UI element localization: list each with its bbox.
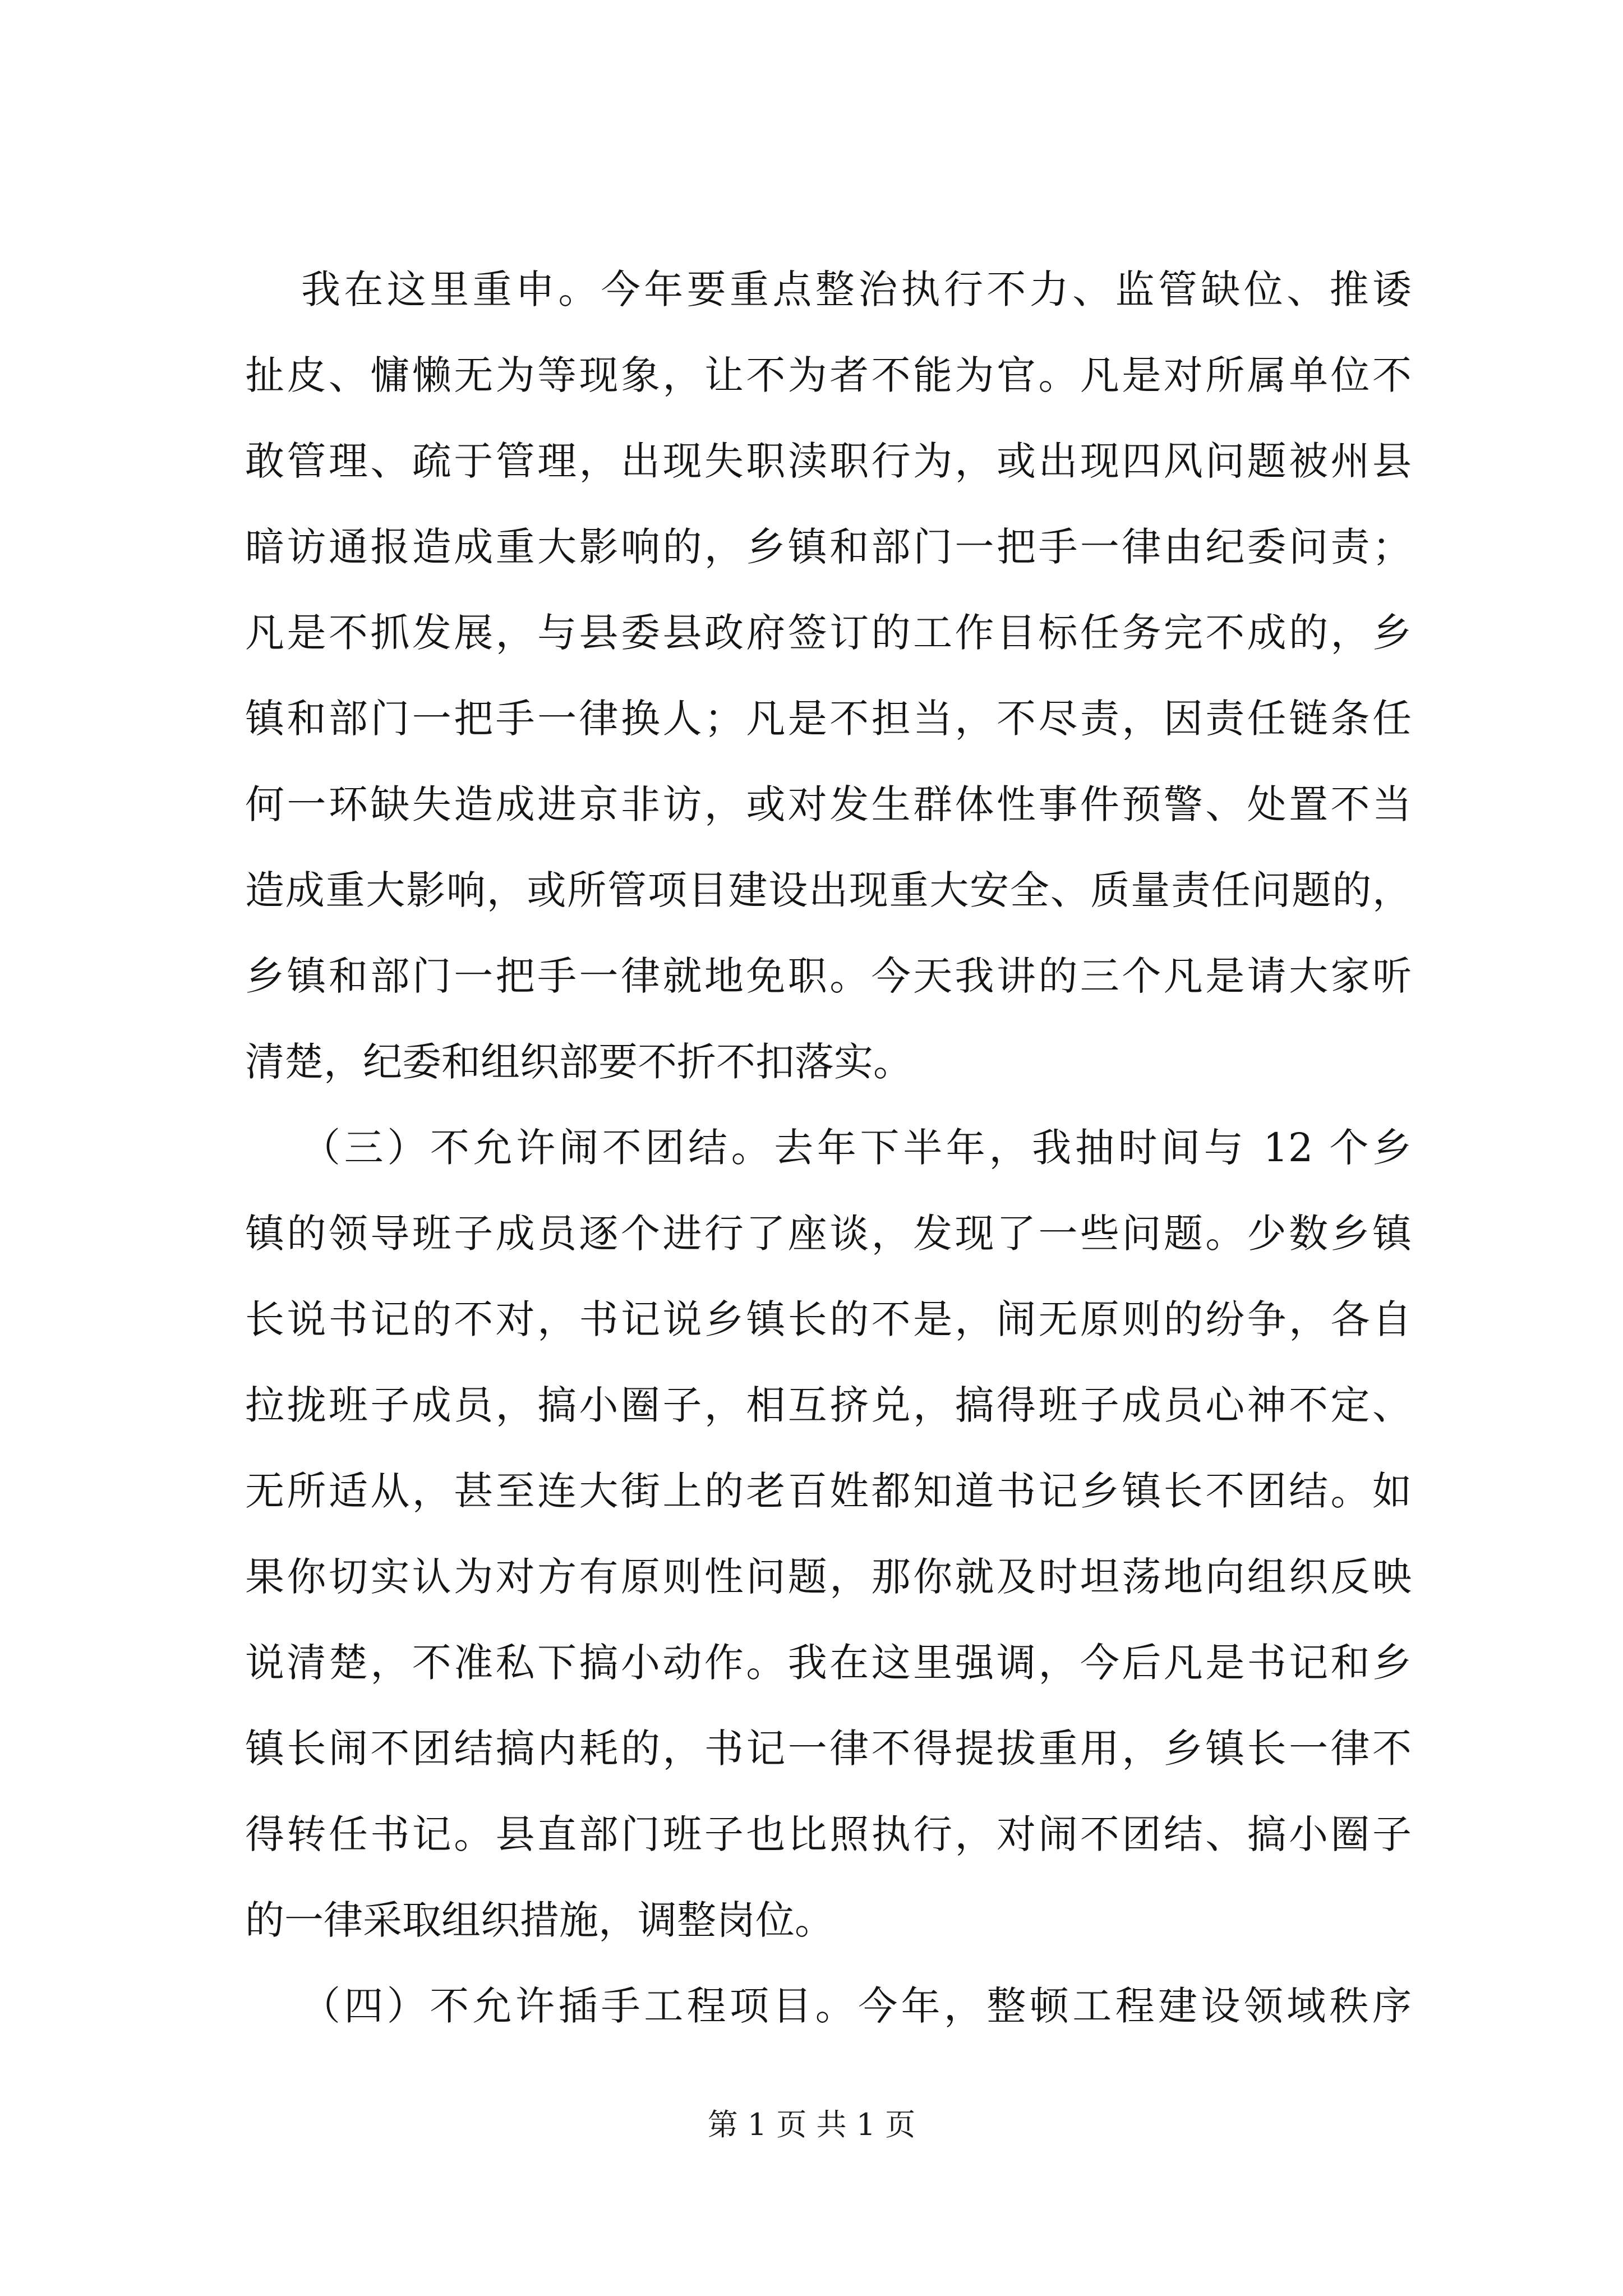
paragraph-line: 敢管理、疏于管理，出现失职渎职行为，或出现四风问题被州县	[245, 438, 1412, 484]
paragraph-line: 我在这里重申。今年要重点整治执行不力、监管缺位、推诿	[301, 266, 1412, 312]
paragraph-line: 何一环缺失造成进京非访，或对发生群体性事件预警、处置不当	[245, 781, 1412, 827]
paragraph-line: 乡镇和部门一把手一律就地免职。今天我讲的三个凡是请大家听	[245, 953, 1412, 999]
paragraph-line: 无所适从，甚至连大街上的老百姓都知道书记乡镇长不团结。如	[245, 1468, 1412, 1514]
paragraph-line: 得转任书记。县直部门班子也比照执行，对闹不团结、搞小圈子	[245, 1811, 1412, 1857]
paragraph-line: 凡是不抓发展，与县委县政府签订的工作目标任务完不成的，乡	[245, 610, 1412, 656]
paragraph-line: 扯皮、慵懒无为等现象，让不为者不能为官。凡是对所属单位不	[245, 352, 1412, 398]
page-footer: 第 1 页 共 1 页	[707, 2107, 916, 2142]
paragraph-line: 镇和部门一把手一律换人；凡是不担当，不尽责，因责任链条任	[245, 696, 1412, 742]
paragraph-line: 清楚，纪委和组织部要不折不扣落实。	[245, 1039, 912, 1085]
paragraph-line: （三）不允许闹不团结。去年下半年，我抽时间与 12 个乡	[301, 1125, 1412, 1171]
paragraph-line: 镇的领导班子成员逐个进行了座谈，发现了一些问题。少数乡镇	[245, 1211, 1412, 1257]
paragraph-line: 暗访通报造成重大影响的，乡镇和部门一把手一律由纪委问责；	[245, 524, 1412, 570]
paragraph-line: 拉拢班子成员，搞小圈子，相互挤兑，搞得班子成员心神不定、	[245, 1382, 1412, 1428]
paragraph-line: （四）不允许插手工程项目。今年，整顿工程建设领域秩序	[301, 1983, 1412, 2029]
paragraph-line: 的一律采取组织措施，调整岗位。	[245, 1897, 834, 1943]
document-body	[245, 247, 1412, 2049]
paragraph-line: 说清楚，不准私下搞小动作。我在这里强调，今后凡是书记和乡	[245, 1640, 1412, 1686]
paragraph-line: 果你切实认为对方有原则性问题，那你就及时坦荡地向组织反映	[245, 1554, 1412, 1600]
paragraph-line: 造成重大影响，或所管项目建设出现重大安全、质量责任问题的，	[245, 867, 1412, 913]
paragraph-line: 镇长闹不团结搞内耗的，书记一律不得提拔重用，乡镇长一律不	[245, 1726, 1412, 1772]
paragraph-line: 长说书记的不对，书记说乡镇长的不是，闹无原则的纷争，各自	[245, 1296, 1412, 1342]
